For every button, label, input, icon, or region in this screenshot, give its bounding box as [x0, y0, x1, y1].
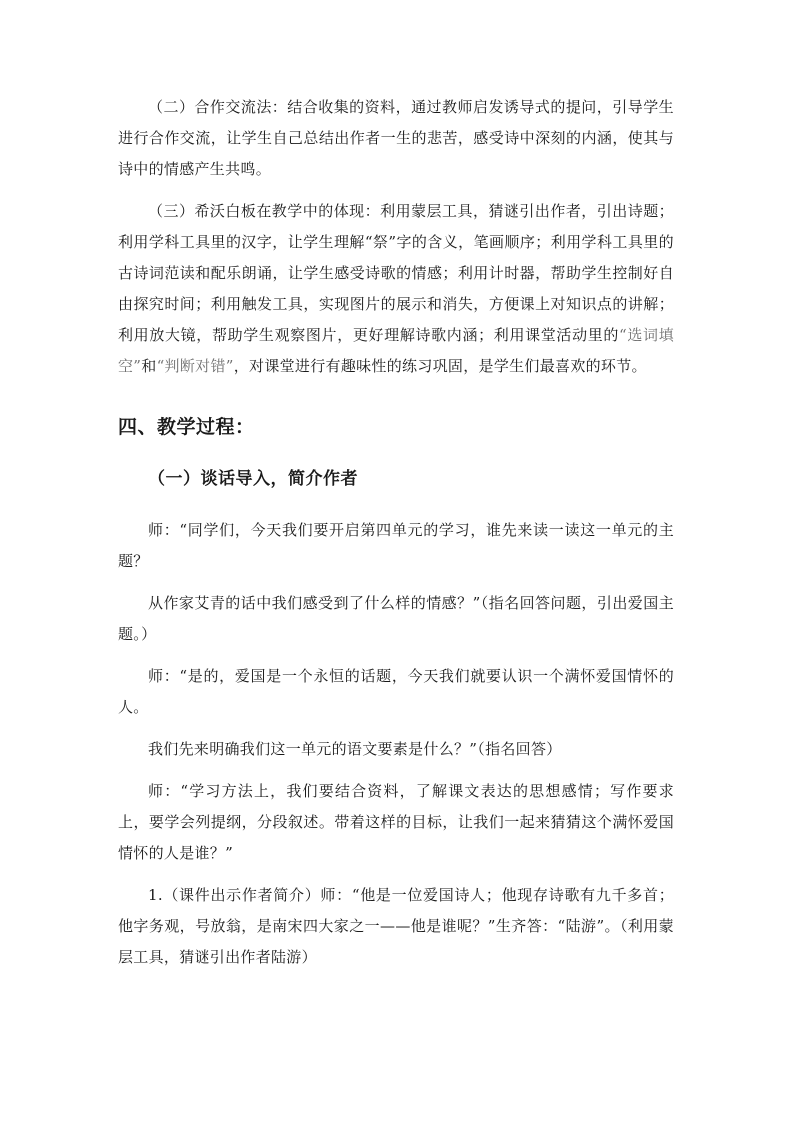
paragraph-author-riddle: 1.（课件出示作者简介）师：“他是一位爱国诗人；他现存诗歌有九千多首；他字务观，号放翁，是南宋四大家之一——他是谁呢？”生齐答：“陆游”。（利用蒙层工具，猜谜引出作者陆游） [118, 886, 674, 966]
document-page [118, 92, 674, 984]
subsection-heading-introduction: （一）谈话导入，简介作者 [148, 469, 358, 489]
paragraph-patriotism: 师：“是的，爱国是一个永恒的话题，今天我们就要认识一个满怀爱国情怀的人。 [118, 667, 674, 716]
seewo-text-end: ，对课堂进行有趣味性的练习巩固，是学生们最喜欢的环节。 [233, 357, 647, 375]
seewo-text-main: （三）希沃白板在教学中的体现：利用蒙层工具，猜谜引出作者，引出诗题；利用学科工具里的汉字，让学生理解“祭”字的含义，笔画顺序；利用学科工具里的古诗词范读和配乐朗诵，让学生感受诗歌的情感；利用计时器，帮助学生控制好自由探究时间；利用触发工具，实现图片的展示和消失，方便课上对知识点的讲解；利用放大镜，帮助学生观察图片，更好理解诗歌内涵；利用课堂活动里的 [118, 202, 674, 344]
paragraph-cooperative-method: （二）合作交流法：结合收集的资料，通过教师启发诱导式的提问，引导学生进行合作交流，让学生自己总结出作者一生的悲苦，感受诗中深刻的内涵，使其与诗中的情感产生共鸣。 [118, 98, 674, 178]
paragraph-learning-methods: 师：“学习方法上，我们要结合资料，了解课文表达的思想感情；写作要求上，要学会列提纲，分段叙述。带着这样的目标，让我们一起来猜猜这个满怀爱国情怀的人是谁？” [118, 782, 674, 862]
conjunction-and: 和 [141, 357, 157, 375]
section-heading-teaching-process: 四、教学过程： [118, 416, 255, 438]
activity-fill-in-blank: “选词填空” [118, 326, 674, 375]
paragraph-teacher-opening: 师：“同学们，今天我们要开启第四单元的学习，谁先来读一读这一单元的主题？ [118, 521, 674, 570]
paragraph-seewo-whiteboard [118, 196, 674, 382]
paragraph-emotion-question: 从作家艾青的话中我们感受到了什么样的情感？”（指名回答问题，引出爱国主题。） [118, 594, 674, 643]
paragraph-unit-elements: 我们先来明确我们这一单元的语文要素是什么？”（指名回答） [148, 740, 562, 758]
activity-true-false: “判断对错” [156, 357, 234, 375]
